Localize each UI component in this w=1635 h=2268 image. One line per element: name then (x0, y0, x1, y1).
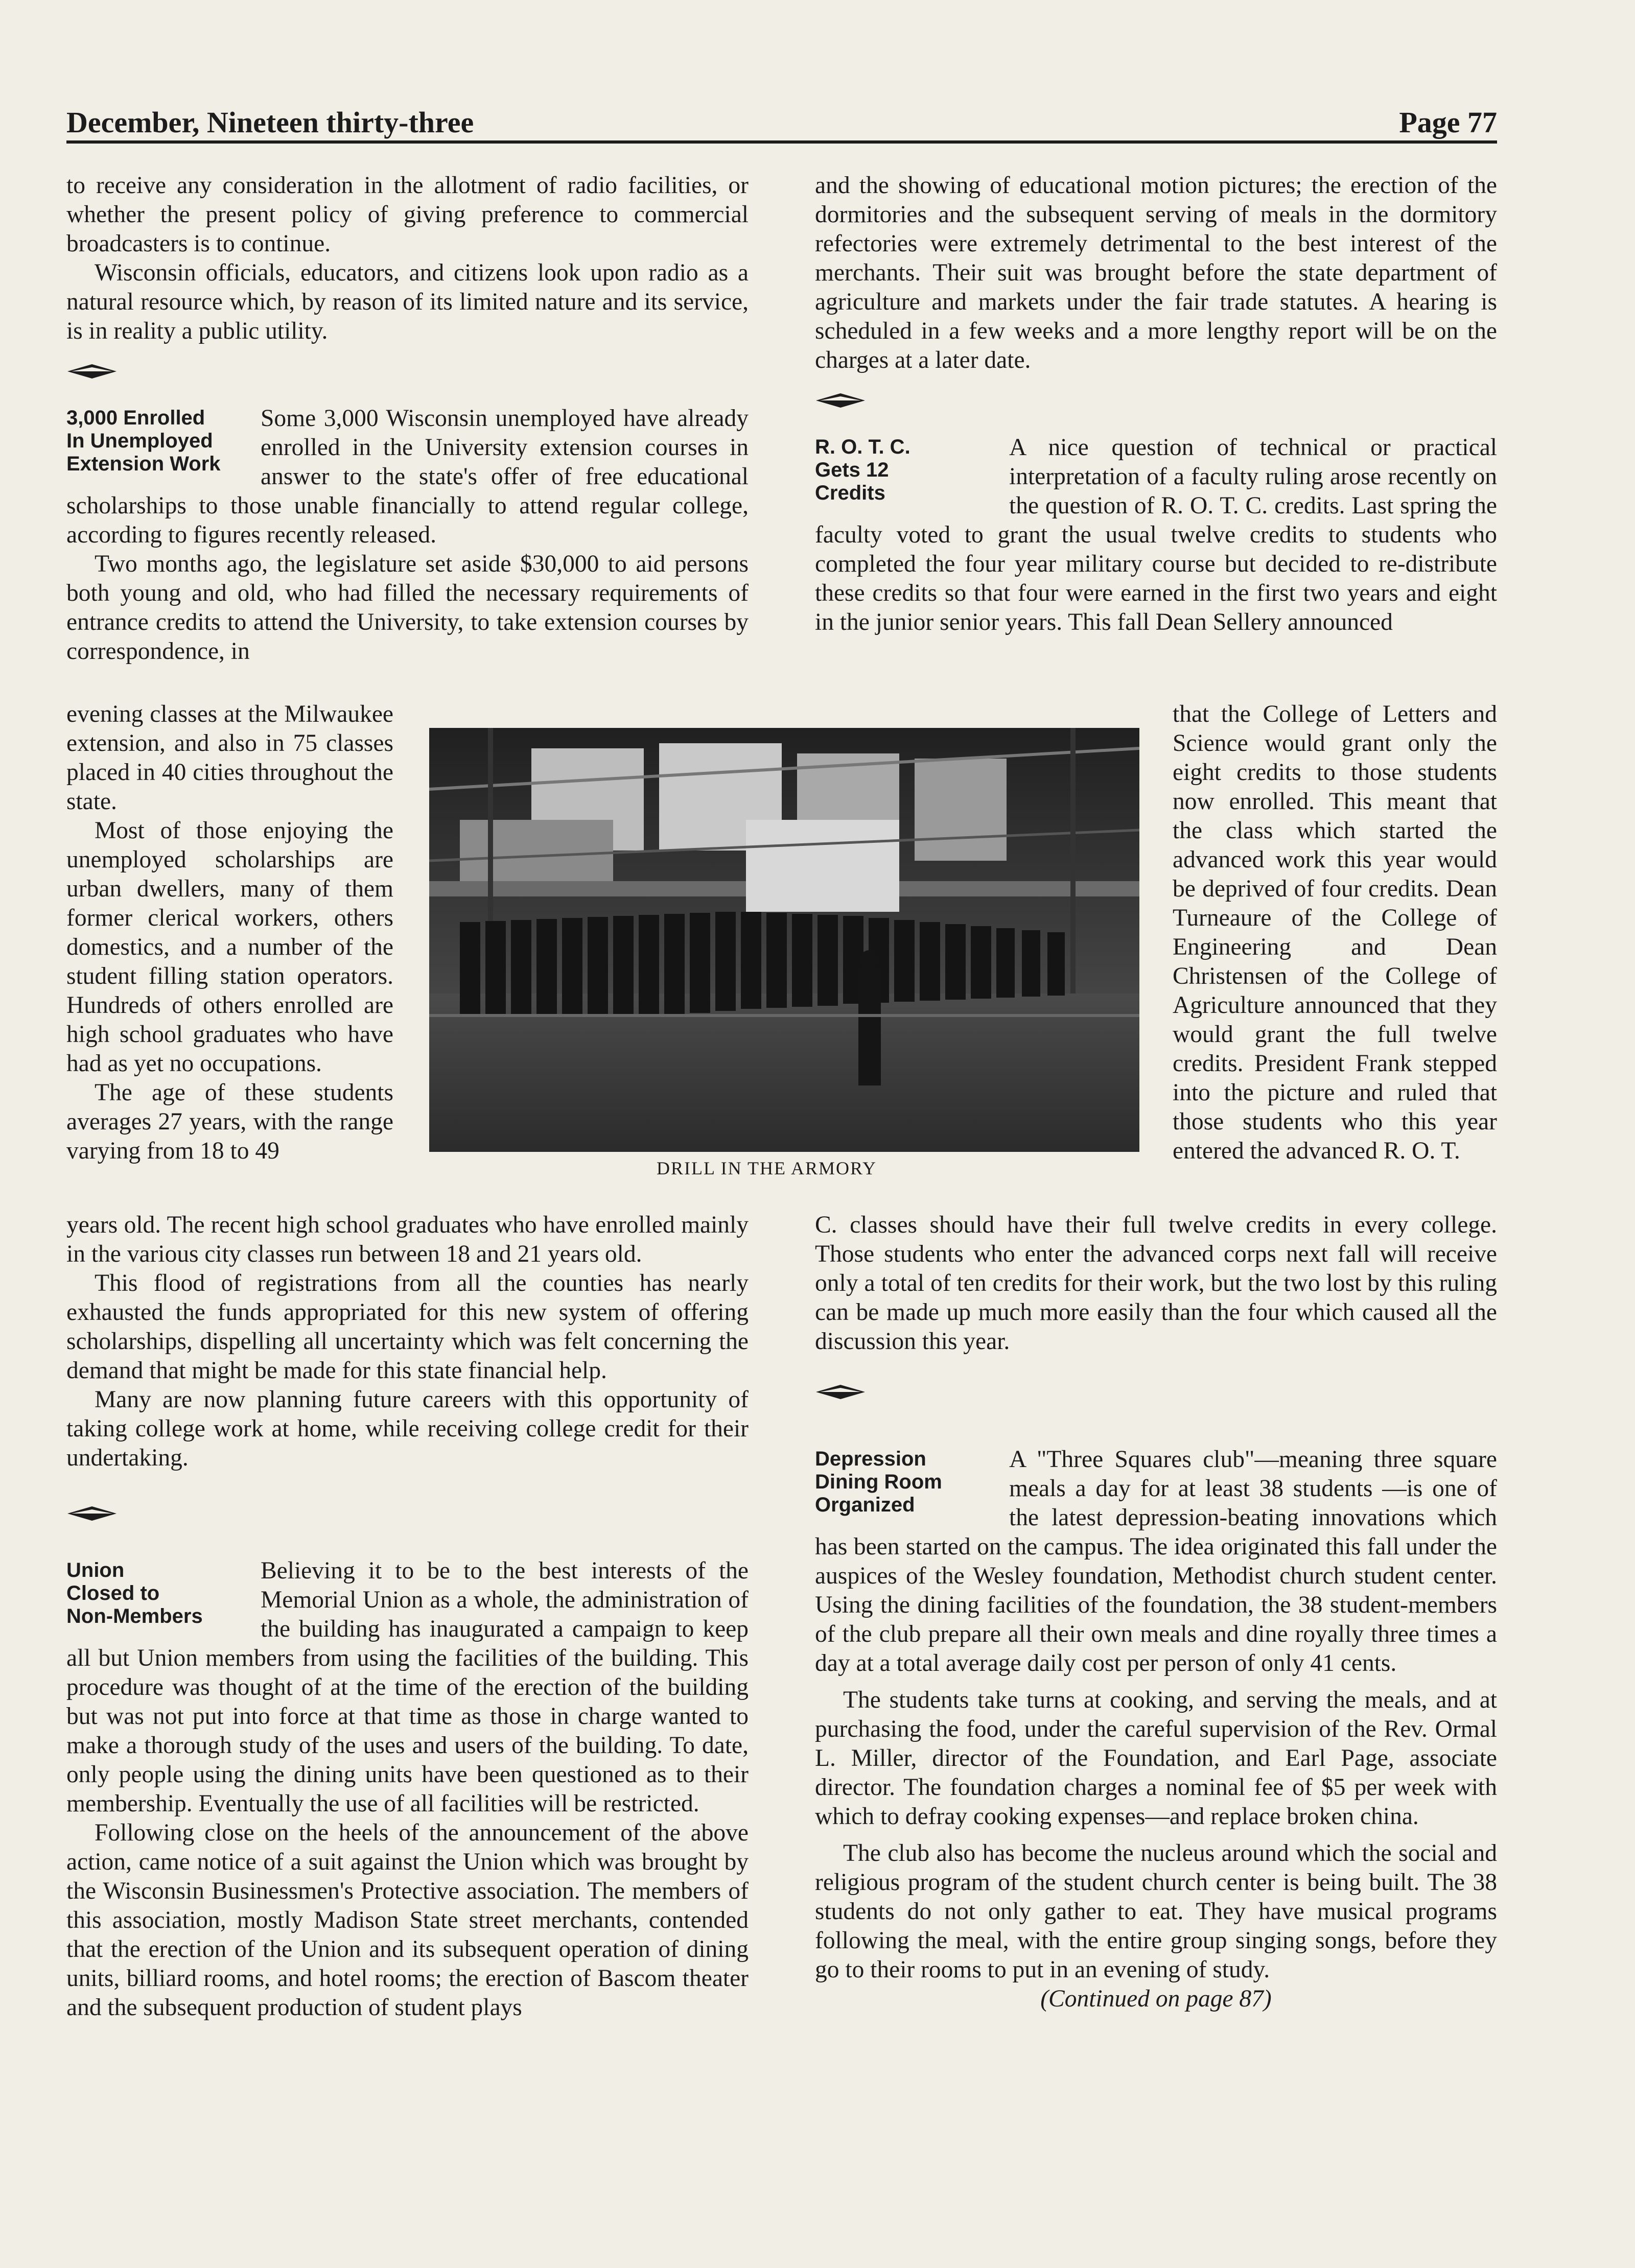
continued-note: (Continued on page 87) (1040, 1986, 1272, 2012)
paragraph: This flood of registrations from all the counties has nearly exhausted the funds appropriated for this new system of offering scholarships, dispelling all uncertainty which was felt concerning the demand that might be made for this state financial help. (66, 1270, 749, 1384)
paragraph: Wisconsin officials, educators, and citizens look upon radio as a natural resource which, by reason of its limited nature and its service, is in reality a public utility. (66, 259, 749, 344)
article-rotc (815, 433, 1497, 637)
issue-date: December, Nineteen thirty-three (66, 106, 474, 139)
article-side-heading (66, 407, 261, 476)
article-side-heading (815, 436, 1009, 505)
side-heading-line: Extension Work (66, 453, 221, 475)
article-enrolled (66, 404, 749, 666)
side-heading-line: Gets 12 (815, 459, 889, 481)
paragraph: The club also has become the nucleus around which the social and religious program of the student church center is being built. The 38 students do not only gather to eat. They have musical programs following the meal, with the entire group singing songs, before they go to their rooms to put in an evening of study. (815, 1840, 1497, 1983)
page-number: Page 77 (1399, 106, 1497, 139)
paragraph: Many are now planning future careers with this opportunity of taking college work at home, while receiving college credit for their undertaking. (66, 1386, 749, 1471)
paragraph: Following close on the heels of the announcement of the above action, came notice of a suit against the Union which was brought by the Wisconsin Businessmen's Protective association. The members of this association, mostly Madison State street merchants, contended that the erection of the Union and its subsequent operation of dining units, billiard rooms, and hotel rooms; the erection of Bascom theater and the subsequent production of student plays (66, 1820, 749, 2021)
left-column-top (66, 171, 749, 666)
paragraph: The students take turns at cooking, and serving the meals, and at purchasing the food, under the careful supervision of the Rev. Ormal L. Miller, director of the Foundation, and Earl Page, associate director. The foundation charges a nominal fee of $5 per week with which to defray cooking expenses—and replace broken china. (815, 1687, 1497, 1830)
side-heading-line: Closed to (66, 1582, 160, 1604)
article-side-heading (815, 1448, 1009, 1517)
article-dining (815, 1445, 1497, 2014)
photo-caption: DRILL IN THE ARMORY (657, 1158, 877, 1178)
paragraph: Two months ago, the legislature set aside $30,000 to aid persons both young and old, who had filled the necessary requirements of entrance credits to attend the University, to take extension courses by correspondence, in (66, 551, 749, 665)
right-column-bottom (815, 1211, 1497, 2014)
paragraph: and the showing of educational motion pictures; the erection of the dormitories and the subsequent serving of meals in the dormitory refectories were extremely detrimental to the best interest of the merchants. Their suit was brought before the state department of agriculture and markets under the fair trade statutes. A hearing is scheduled in a few weeks and a more lengthy report will be on the charges at a later date. (815, 172, 1497, 373)
left-column-bottom (66, 1211, 749, 2022)
section-divider-icon (815, 390, 866, 411)
paragraph: A "Three Squares club"—meaning three square meals a day for at least 38 students —is one of the latest depression-beating innovations which has been started on the campus. The idea originated this fall under the auspices of the Wesley foundation, Methodist church student center. Using the dining facilities of the foundation, the 38 student-members of the club prepare all their own meals and dine royally three times a day at a total average daily cost per person of only 41 cents. (815, 1446, 1497, 1676)
section-divider-icon (66, 1503, 118, 1524)
right-column-narrow (1173, 700, 1497, 1166)
paragraph: Believing it to be to the best interests of the Memorial Union as a whole, the administration of the building has inaugurated a campaign to keep all but Union members from using the facilities of the building. This procedure was thought of at the time of the erection of the building but was not put into force at that time as those in charge wanted to make a thorough study of the uses and users of the building. To date, only people using the dining units have been questioned as to their membership. Eventually the use of all facilities will be restricted. (66, 1557, 749, 1817)
paragraph: to receive any consideration in the allotment of radio facilities, or whether the present policy of giving preference to commercial broadcasters is to continue. (66, 172, 749, 257)
paragraph: C. classes should have their full twelve credits in every college. Those students who enter the advanced corps next fall will receive only a total of ten credits for their work, but the two lost by this ruling can be made up much more easily than the four which caused all the discussion this year. (815, 1212, 1497, 1355)
paragraph: that the College of Letters and Science would grant only the eight credits to those students now enrolled. This meant that the class which started the advanced work this year would be deprived of four credits. Dean Turneaure of the College of Engineering and Dean Christensen of the College of Agriculture announced that they would grant the full twelve credits. President Frank stepped into the picture and ruled that those students who this year entered the advanced R. O. T. (1173, 701, 1497, 1164)
section-divider-icon (66, 361, 118, 382)
paragraph: A nice question of technical or practical interpretation of a faculty ruling arose recently on the question of R. O. T. C. credits. Last spring the faculty voted to grant the usual twelve credits to students who completed the four year military course but decided to re-distribute these credits so that four were earned in the first two years and eight in the junior senior years. This fall Dean Sellery announced (815, 434, 1497, 635)
article-union (66, 1556, 749, 2022)
side-heading-line: Non-Members (66, 1605, 203, 1627)
paragraph: Some 3,000 Wisconsin unemployed have already enrolled in the University extension courses in answer to the state's offer of free educational scholarships to those unable financially to attend regular college, according to figures recently released. (66, 405, 749, 548)
paragraph: evening classes at the Milwaukee extension, and also in 75 classes placed in 40 cities throughout the state. (66, 701, 393, 815)
side-heading-line: Union (66, 1559, 125, 1581)
article-side-heading (66, 1559, 261, 1628)
side-heading-line: Organized (815, 1494, 915, 1516)
right-column-top (815, 171, 1497, 637)
paragraph: Most of those enjoying the unemployed scholarships are urban dwellers, many of them former clerical workers, others domestics, and a number of the student filling station operators. Hundreds of others enrolled are high school graduates who have had as yet no occupations. (66, 817, 393, 1077)
page-header (66, 105, 1497, 144)
side-heading-line: Credits (815, 482, 885, 504)
drill-photo (429, 728, 1139, 1152)
side-heading-line: R. O. T. C. (815, 436, 910, 458)
section-divider-icon (815, 1382, 866, 1402)
side-heading-line: 3,000 Enrolled (66, 407, 205, 429)
side-heading-line: In Unemployed (66, 430, 213, 452)
left-column-narrow (66, 700, 393, 1166)
side-heading-line: Depression (815, 1448, 926, 1470)
paragraph: The age of these students averages 27 years, with the range varying from 18 to 49 (66, 1079, 393, 1164)
armory-drill-image (429, 728, 1139, 1152)
paragraph: years old. The recent high school graduates who have enrolled mainly in the various city classes run between 18 and 21 years old. (66, 1212, 749, 1267)
side-heading-line: Dining Room (815, 1471, 942, 1493)
